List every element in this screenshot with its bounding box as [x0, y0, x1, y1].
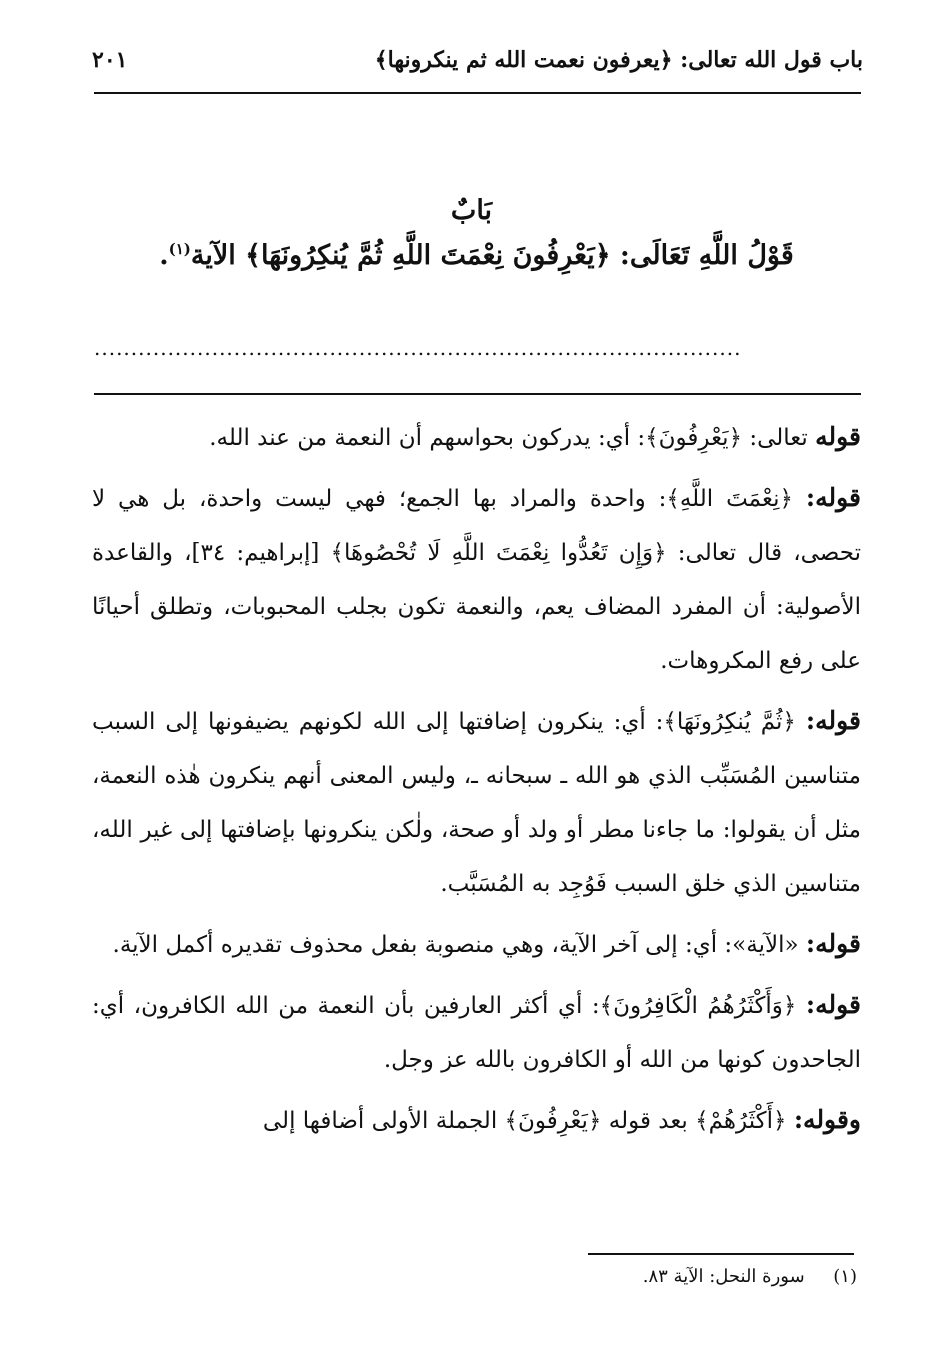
- paragraph-lead: وقوله:: [793, 1105, 861, 1134]
- footnote: [643, 1266, 857, 1287]
- paragraph-text: ﴿أَكْثَرُهُمْ﴾ بعد قوله ﴿يَعْرِفُونَ﴾ الجملة الأولى أضافها إلى: [262, 1108, 794, 1134]
- running-title: باب قول الله تعالى: ﴿يعرفون نعمت الله ثم ينكرونها﴾: [374, 47, 863, 73]
- paragraph-lead: قوله:: [805, 706, 861, 735]
- dotted-separator: ........................................................................................: [94, 336, 742, 360]
- paragraph-lead: قوله:: [805, 990, 861, 1019]
- chapter-title-text: قَوْلُ اللَّهِ تَعَالَى: ﴿يَعْرِفُونَ نِعْمَتَ اللَّهِ ثُمَّ يُنكِرُونَهَا﴾ الآية: [190, 240, 794, 271]
- paragraph-lead: قوله:: [805, 483, 861, 512]
- footnote-number: (١): [833, 1266, 857, 1287]
- paragraph: [92, 410, 861, 465]
- title-period: .: [159, 240, 169, 271]
- header-rule: [94, 92, 861, 94]
- paragraph-lead: قوله: [815, 422, 861, 451]
- paragraph-text: ﴿ثُمَّ يُنكِرُونَهَا﴾: أي: ينكرون إضافتها إلى الله لكونهم يضيفونها إلى السبب متناسين المُسَبِّب الذي هو الله ـ سبحانه ـ، وليس المعنى أنهم ينكرون هٰذه النعمة، مثل أن يقولوا: ما جاءنا مطر أو ولد أو صحة، ولٰكن ينكرونها بإضافتها إلى غير الله، متناسين الذي خلق السبب فَوُجِد به المُسَبَّب.: [92, 709, 861, 897]
- chapter-title: [90, 240, 863, 271]
- paragraph-lead: قوله:: [805, 929, 861, 958]
- paragraph-text: «الآية»: أي: إلى آخر الآية، وهي منصوبة بفعل محذوف تقديره أكمل الآية.: [112, 932, 806, 958]
- paragraph: [92, 978, 861, 1087]
- footnote-rule: [588, 1253, 854, 1255]
- paragraph-text: ﴿وَأَكْثَرُهُمُ الْكَافِرُونَ﴾: أي أكثر العارفين بأن النعمة من الله الكافرون، أي: الجاحدون كونها من الله أو الكافرون بالله عز وجل.: [92, 993, 861, 1073]
- running-header: [92, 34, 863, 86]
- section-divider: [94, 393, 861, 395]
- paragraph: [92, 1093, 861, 1148]
- paragraph-text: ﴿نِعْمَتَ اللَّهِ﴾: واحدة والمراد بها الجمع؛ فهي ليست واحدة، بل هي لا تحصى، قال تعالى: ﴿وَإِن تَعُدُّوا نِعْمَتَ اللَّهِ لَا تُحْصُوهَا﴾ [إبراهيم: ٣٤]، والقاعدة الأصولية: أن المفرد المضاف يعم، والنعمة تكون بجلب المحبوبات، وتطلق أحيانًا على رفع المكروهات.: [92, 486, 861, 674]
- commentary-body: [92, 410, 861, 1154]
- page-number: ٢٠١: [92, 47, 128, 73]
- paragraph-text: تعالى: ﴿يَعْرِفُونَ﴾: أي: يدركون بحواسهم أن النعمة من عند الله.: [209, 425, 816, 451]
- paragraph: [92, 471, 861, 688]
- footnote-reference: (١): [168, 240, 191, 258]
- paragraph: [92, 917, 861, 972]
- footnote-text: سورة النحل: الآية ٨٣.: [642, 1266, 805, 1287]
- paragraph: [92, 694, 861, 911]
- chapter-label: بَابٌ: [450, 195, 493, 226]
